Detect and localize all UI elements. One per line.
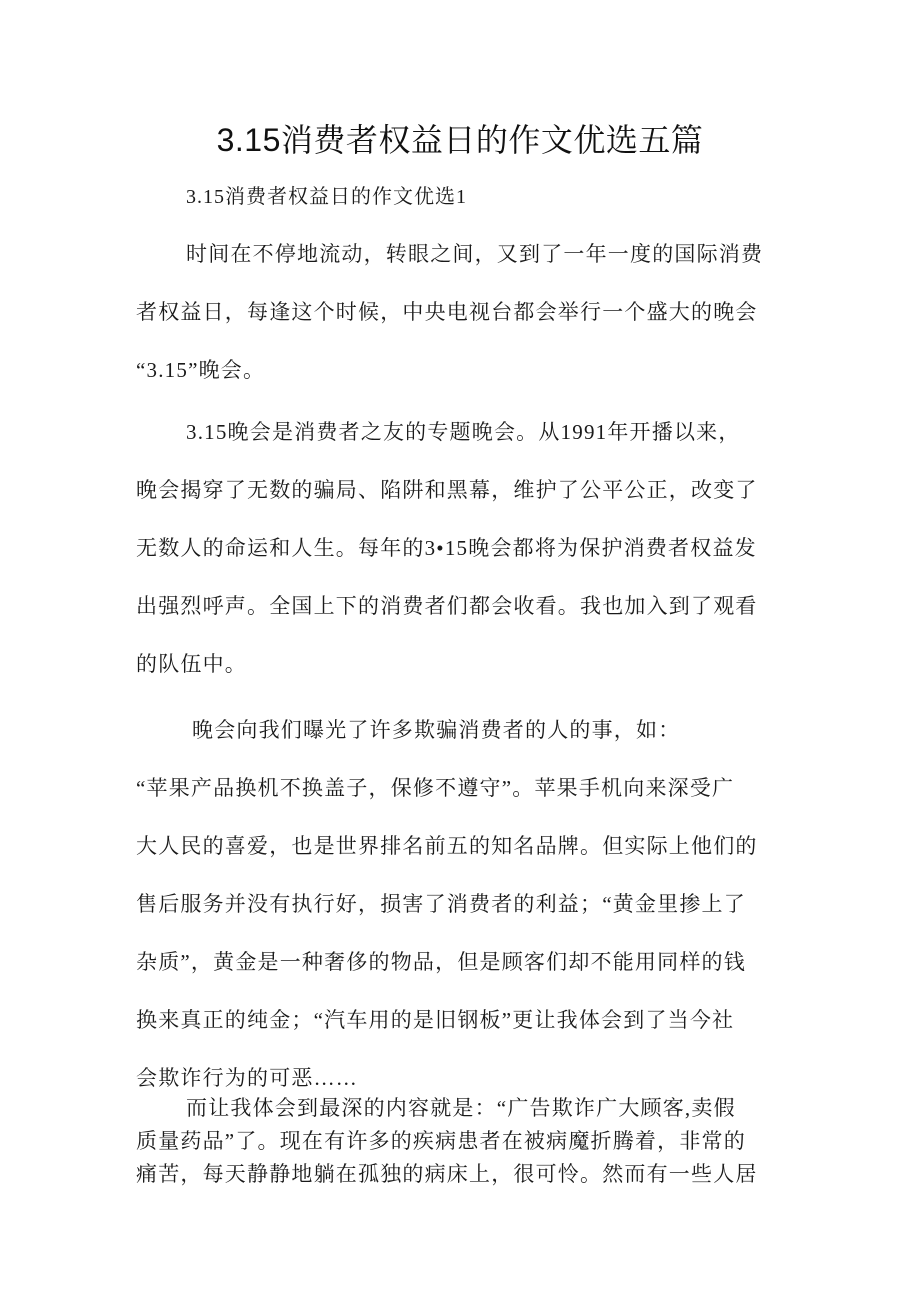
paragraph-line: 无数人的命运和人生。每年的3•15晚会都将为保护消费者权益发 (136, 536, 757, 560)
paragraph-line: 晚会揭穿了无数的骗局、陷阱和黑幕，维护了公平公正，改变了 (136, 478, 758, 502)
paragraph-line: 换来真正的纯金；“汽车用的是旧钢板”更让我体会到了当今社 (136, 1008, 735, 1032)
paragraph-line: 大人民的喜爱，也是世界排名前五的知名品牌。但实际上他们的 (136, 834, 758, 858)
paragraph-line: “3.15”晚会。 (136, 358, 266, 382)
paragraph-line: 出强烈呼声。全国上下的消费者们都会收看。我也加入到了观看 (136, 594, 758, 618)
paragraph-line: 晚会向我们曝光了许多欺骗消费者的人的事，如： (192, 718, 681, 742)
paragraph-line: 质量药品”了。现在有许多的疾病患者在被病魔折腾着，非常的 (136, 1129, 746, 1153)
paragraph-4 (136, 1092, 796, 1191)
paragraph-1 (136, 234, 796, 408)
paragraph-line: 杂质”，黄金是一种奢侈的物品，但是顾客们却不能用同样的钱 (136, 950, 746, 974)
section-subtitle: 3.15消费者权益日的作文优选1 (186, 186, 467, 208)
paragraph-line: 3.15晚会是消费者之友的专题晚会。从1991年开播以来， (186, 420, 741, 444)
paragraph-line: 痛苦，每天静静地躺在孤独的病床上，很可怜。然而有一些人居 (136, 1162, 758, 1186)
paragraph-line: 售后服务并没有执行好，损害了消费者的利益；“黄金里掺上了 (136, 892, 746, 916)
paragraph-3 (136, 710, 796, 1116)
paragraph-line: 的队伍中。 (136, 652, 247, 676)
paragraph-2 (136, 412, 796, 702)
paragraph-line: “苹果产品换机不换盖子，保修不遵守”。苹果手机向来深受广 (136, 776, 735, 800)
paragraph-line: 时间在不停地流动，转眼之间，又到了一年一度的国际消费 (186, 242, 764, 266)
document-title: 3.15消费者权益日的作文优选五篇 (216, 122, 704, 158)
paragraph-line: 会欺诈行为的可恶…… (136, 1066, 358, 1090)
paragraph-line: 者权益日，每逢这个时候，中央电视台都会举行一个盛大的晚会 (136, 300, 758, 324)
paragraph-line: 而让我体会到最深的内容就是：“广告欺诈广大顾客,卖假 (186, 1096, 736, 1120)
